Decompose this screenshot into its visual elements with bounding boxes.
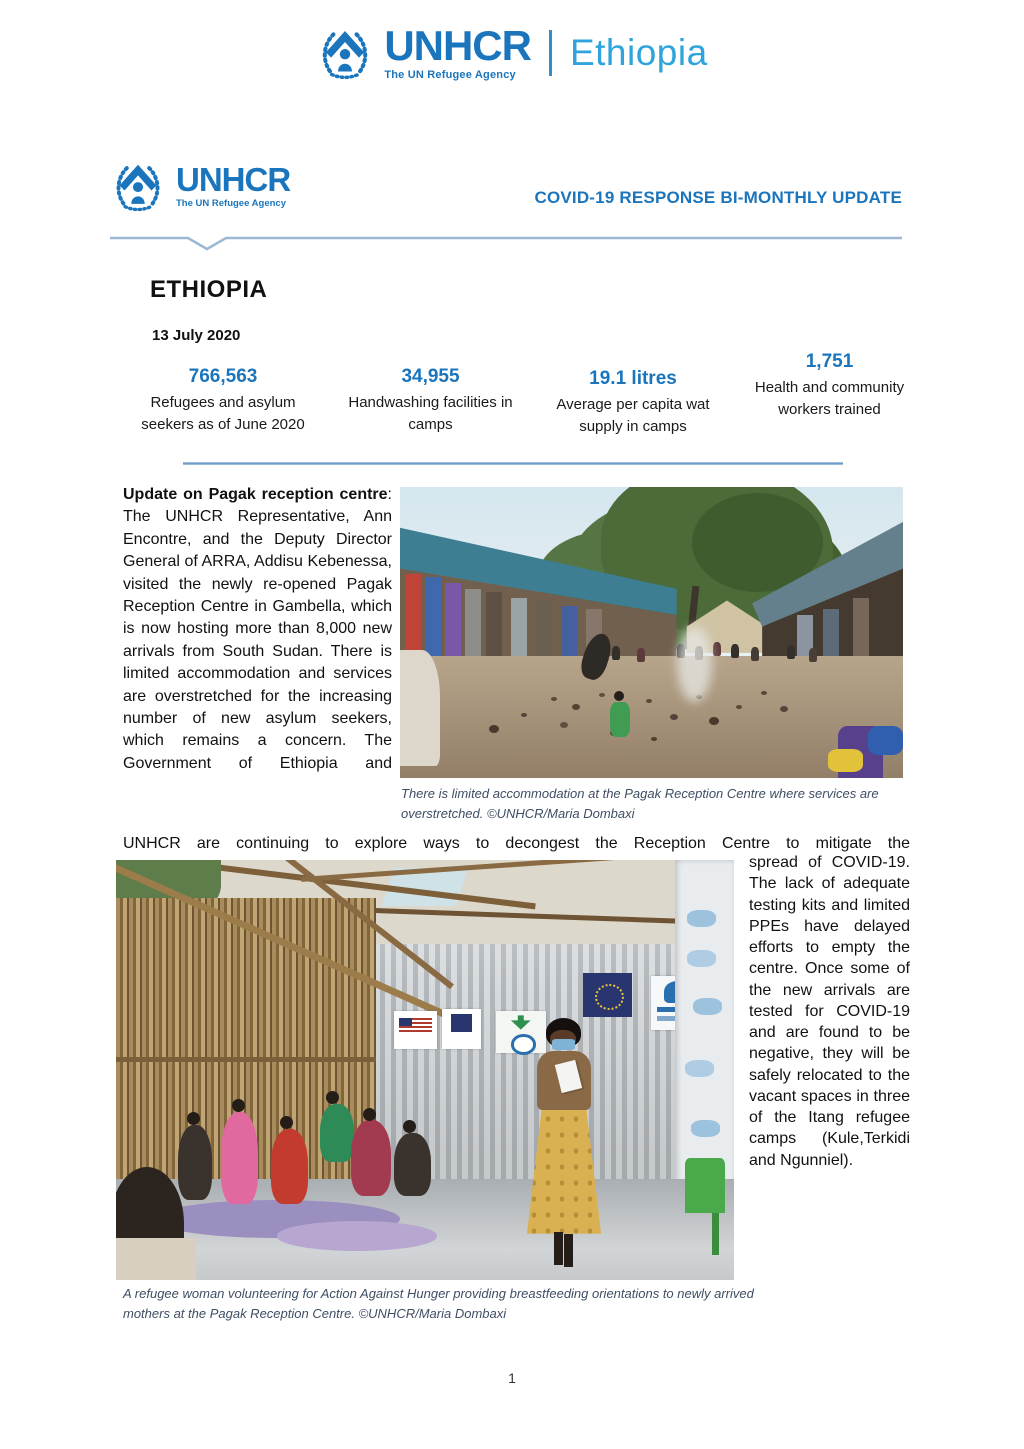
photo-breastfeeding-orientation — [116, 860, 734, 1280]
stat-label: Health and community workers trained — [754, 379, 905, 418]
hanging-cloth — [465, 589, 481, 665]
top-header — [0, 24, 1024, 82]
poster-hygiene — [496, 1011, 545, 1053]
seated-person — [394, 1133, 431, 1196]
face-mask — [552, 1039, 574, 1050]
page-title: ETHIOPIA — [150, 276, 268, 303]
stat-label: Average per capita wat supply in camps — [556, 396, 710, 435]
scattered-debris — [551, 697, 557, 701]
floor-mat — [277, 1221, 438, 1250]
photo-pagak-reception-outdoor — [400, 487, 903, 778]
report-header — [110, 158, 902, 214]
smoke — [677, 627, 712, 703]
us-flag-canton — [399, 1018, 412, 1026]
brand-tagline: The UN Refugee Agency — [176, 198, 286, 210]
stats-divider-line — [183, 462, 843, 465]
child-sitting — [610, 702, 630, 737]
unhcr-emblem-icon — [110, 158, 166, 214]
poster-eu-banner — [583, 973, 632, 1017]
hanging-cloth — [511, 598, 527, 665]
stat-value: 19.1 litres — [589, 368, 677, 389]
stat-label: Handwashing facilities in camps — [348, 394, 513, 433]
seated-person — [178, 1125, 212, 1201]
article-paragraph-2: spread of COVID-19. The lack of adequate testing kits and limited PPEs have delayed efforts to empty the centre. Once some of the new arrivals are tested for COVID-19 and are found to be negative, they will be safely relocated to the vacant spaces in three of the Itang refugee camps (Kule,Terkidi and Ngunniel). — [749, 854, 910, 1169]
article-paragraph-1 — [123, 484, 392, 775]
country-wordmark: Ethiopia — [569, 32, 708, 73]
foreground-garment — [116, 1238, 196, 1280]
green-arrow — [511, 1015, 531, 1029]
volunteer-legs — [554, 1232, 564, 1266]
article-lead: Update on Pagak reception centre — [123, 486, 388, 503]
report-title-banner: COVID-19 RESPONSE BI-MONTHLY UPDATE — [534, 188, 902, 207]
unhcr-ethiopia-logo — [316, 24, 707, 82]
photo-caption: There is limited accommodation at the Pagak Reception Centre where services are overstretched. ©UNHCR/Maria Dombaxi — [401, 786, 879, 822]
seated-person — [271, 1129, 308, 1205]
seated-person — [320, 1104, 354, 1163]
eu-flag — [451, 1014, 472, 1032]
person-head — [280, 1116, 293, 1129]
notch-divider-line — [110, 233, 902, 253]
eu-stars — [595, 984, 624, 1010]
blue-circle-mark — [511, 1034, 536, 1054]
poster-eu-flag — [442, 1009, 480, 1049]
article-body: : The UNHCR Representative, Ann Encontre, and the Deputy Director General of ARRA, Addisu Kebenessa, visited the newly re-opened Pagak Reception Centre in Gambella, which is now hosting more than 8,000 new arrivals from South Sudan. There is limited accommodation and services are overstretched for the increasing number of new asylum seekers, which remains a concern. The Government of Ethiopia and — [123, 486, 392, 772]
person-head — [363, 1108, 376, 1121]
tarp-logos — [687, 910, 716, 927]
person-head — [187, 1112, 200, 1125]
fabric-pile — [828, 749, 863, 772]
brand-block — [176, 163, 290, 209]
stat-value: 34,955 — [401, 366, 460, 387]
brand-wordmark: UNHCR — [384, 22, 531, 69]
stat-handwashing — [338, 366, 523, 436]
green-plastic-chair — [685, 1158, 725, 1213]
stat-water — [538, 368, 728, 438]
hanging-cloth — [486, 592, 502, 665]
child-head — [614, 691, 624, 701]
article-bridge-line: UNHCR are continuing to explore ways to decongest the Reception Centre to mitigate the — [123, 835, 910, 852]
page-number: 1 — [508, 1370, 516, 1386]
stat-value: 1,751 — [805, 351, 854, 372]
stat-refugees — [128, 366, 318, 436]
unhcr-logo — [110, 158, 290, 214]
brand-tagline: The UN Refugee Agency — [384, 69, 516, 81]
stat-health-workers — [742, 351, 917, 421]
fabric-pile — [868, 726, 903, 755]
stat-label: Refugees and asylum seekers as of June 2020 — [141, 394, 305, 433]
brand-wordmark: UNHCR — [176, 161, 291, 199]
report-date: 13 July 2020 — [152, 327, 241, 344]
unhcr-emblem-icon — [316, 24, 374, 82]
stat-value: 766,563 — [188, 366, 258, 387]
hanging-cloth — [445, 583, 461, 664]
chair-legs — [712, 1213, 718, 1255]
seated-person — [351, 1120, 391, 1196]
photo-caption: A refugee woman volunteering for Action Against Hunger providing breastfeeding orientations to newly arrived mothers at the Pagak Reception Centre. ©UNHCR/Maria Dombaxi — [123, 1286, 754, 1322]
cloth-foreground — [400, 650, 440, 766]
seated-person — [221, 1112, 258, 1204]
poster-us-flag — [394, 1011, 437, 1049]
logo-divider — [549, 30, 552, 76]
brand-block — [384, 22, 531, 81]
bamboo-rail — [116, 1057, 376, 1062]
